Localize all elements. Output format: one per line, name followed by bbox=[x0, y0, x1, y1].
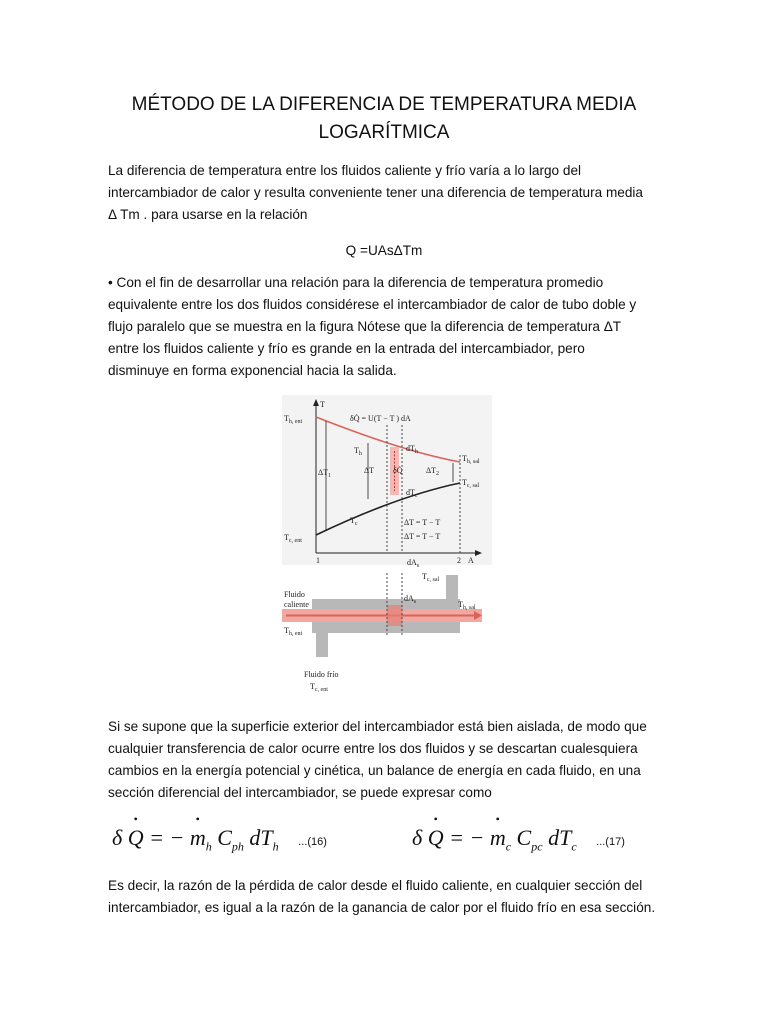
label-fluido-frio: Fluido frío bbox=[304, 670, 339, 679]
label-relation-1: ΔT = T − T bbox=[404, 518, 441, 527]
axis-as-label: A bbox=[468, 556, 474, 565]
eq16-delta: δ bbox=[112, 825, 123, 850]
label-th: $T_h$ bbox=[354, 446, 362, 457]
label-tc-sal-pipe: $T_{c, sal}$ bbox=[422, 572, 440, 583]
equation-17 bbox=[412, 825, 625, 854]
eq16-q: • Q bbox=[128, 825, 144, 850]
tick-1: 1 bbox=[316, 556, 320, 565]
main-formula: Q =UAsΔTm bbox=[345, 243, 423, 258]
equation-16 bbox=[112, 825, 327, 854]
label-th-sal: $T_{h, sal}$ bbox=[462, 454, 480, 465]
label-th-ent: $T_{h, ent}$ bbox=[284, 414, 303, 425]
label-th-ent-pipe: $T_{h, ent}$ bbox=[284, 626, 303, 637]
label-th-sal-pipe: $T_{h, sal}$ bbox=[458, 600, 476, 611]
intro-line: La diferencia de temperatura entre los fluidos caliente y frío varía a lo largo del bbox=[108, 163, 582, 178]
label-das-pipe: $dA_s$ bbox=[404, 594, 417, 605]
tick-2: 2 bbox=[457, 556, 461, 565]
label-fluido-caliente-2: caliente bbox=[284, 600, 309, 609]
differential-section bbox=[387, 605, 402, 626]
bullet-line: equivalente entre los dos fluidos considérese el intercambiador de calor de tubo doble y bbox=[108, 297, 637, 312]
energy-balance-paragraph bbox=[108, 716, 668, 804]
label-tc-ent-pipe: $T_{c, ent}$ bbox=[310, 682, 328, 693]
label-fluido-caliente-1: Fluido bbox=[284, 590, 305, 599]
paragraph-line: Es decir, la razón de la pérdida de calor desde el fluido caliente, en cualquier sección del bbox=[108, 878, 643, 893]
page-title-line-2: LOGARÍTMICA bbox=[318, 122, 450, 143]
eq17-q: • Q bbox=[428, 825, 444, 850]
bullet-line: • Con el fin de desarrollar una relación para la diferencia de temperatura promedio bbox=[108, 275, 604, 290]
eq17-delta: δ bbox=[412, 825, 423, 850]
label-delta-t2: $\Delta T_2$ bbox=[426, 466, 440, 477]
conclusion-paragraph bbox=[108, 875, 668, 919]
eq16-sub-h: h bbox=[205, 839, 212, 854]
eq17-m: • m bbox=[490, 825, 506, 850]
page-title-line-1: MÉTODO DE LA DIFERENCIA DE TEMPERATURA MEDIA bbox=[131, 94, 637, 115]
paragraph-line: cambios en la energía potencial y cinética, un balance de energía en cada fluido, en una bbox=[108, 763, 641, 778]
eq16-dt: dT bbox=[249, 825, 273, 850]
label-tc-sal: $T_{c, sal}$ bbox=[462, 478, 480, 489]
eq17-equals: = − bbox=[449, 825, 485, 850]
eq17-sub-c: c bbox=[505, 839, 512, 854]
eq16-c: C bbox=[217, 825, 232, 850]
label-tc: $T_c$ bbox=[350, 516, 358, 527]
bullet-line: entre los fluidos caliente y frío es grande en la entrada del intercambiador, pero bbox=[108, 341, 585, 356]
label-delta-t1: $\Delta T_1$ bbox=[318, 468, 332, 479]
label-tc-ent: $T_{c, ent}$ bbox=[284, 533, 302, 544]
eq16-m: • m bbox=[190, 825, 206, 850]
eq16-sub-h2: h bbox=[272, 839, 279, 854]
label-delta-t: ΔT bbox=[364, 466, 375, 475]
eq17-sub-pc: pc bbox=[531, 839, 543, 854]
axis-t-label: T bbox=[320, 400, 325, 409]
label-dtc: $dT_c$ bbox=[406, 488, 418, 499]
eq17-dt: dT bbox=[548, 825, 572, 850]
paragraph-line: sección diferencial del intercambiador, se puede expresar como bbox=[108, 785, 492, 800]
paragraph-line: Si se supone que la superficie exterior del intercambiador está bien aislada, de modo que bbox=[108, 719, 647, 734]
bullet-line: flujo paralelo que se muestra en la figura Nótese que la diferencia de temperatura ΔT bbox=[108, 319, 622, 334]
bullet-line: disminuye en forma exponencial hacia la salida. bbox=[108, 363, 397, 378]
heat-exchanger-diagram bbox=[282, 395, 492, 705]
eq17-c: C bbox=[516, 825, 532, 850]
label-delta-q: δQ̇ bbox=[393, 466, 403, 475]
eq16-number: ...(16) bbox=[298, 836, 327, 848]
label-das: $dA_s$ bbox=[407, 558, 420, 569]
label-relation-2: ΔT = T − T bbox=[404, 532, 441, 541]
paragraph-line: cualquier transferencia de calor ocurre entre los dos fluidos y se descartan cualesquiera bbox=[108, 741, 638, 756]
intro-line: intercambiador de calor y resulta conveniente tener una diferencia de temperatura media bbox=[108, 185, 643, 200]
paragraph-line: intercambiador, es igual a la razón de la ganancia de calor por el fluido frío en esa sección. bbox=[108, 900, 656, 915]
cold-inlet-nozzle bbox=[316, 633, 328, 657]
heat-exchanger-figure bbox=[282, 395, 492, 705]
bullet-paragraph bbox=[108, 272, 668, 382]
eq16-equals: = − bbox=[149, 825, 185, 850]
cold-outlet-nozzle bbox=[446, 575, 458, 601]
label-heat-equation: δQ̇ = U(T − T ) dA bbox=[350, 414, 411, 423]
eq17-sub-c2: c bbox=[571, 839, 577, 854]
eq16-sub-ph: ph bbox=[231, 839, 244, 854]
eq17-number: ...(17) bbox=[596, 836, 625, 848]
intro-line: Δ Tm . para usarse en la relación bbox=[108, 207, 308, 222]
intro-paragraph bbox=[108, 160, 668, 226]
label-dth: $dT_h$ bbox=[406, 444, 418, 455]
